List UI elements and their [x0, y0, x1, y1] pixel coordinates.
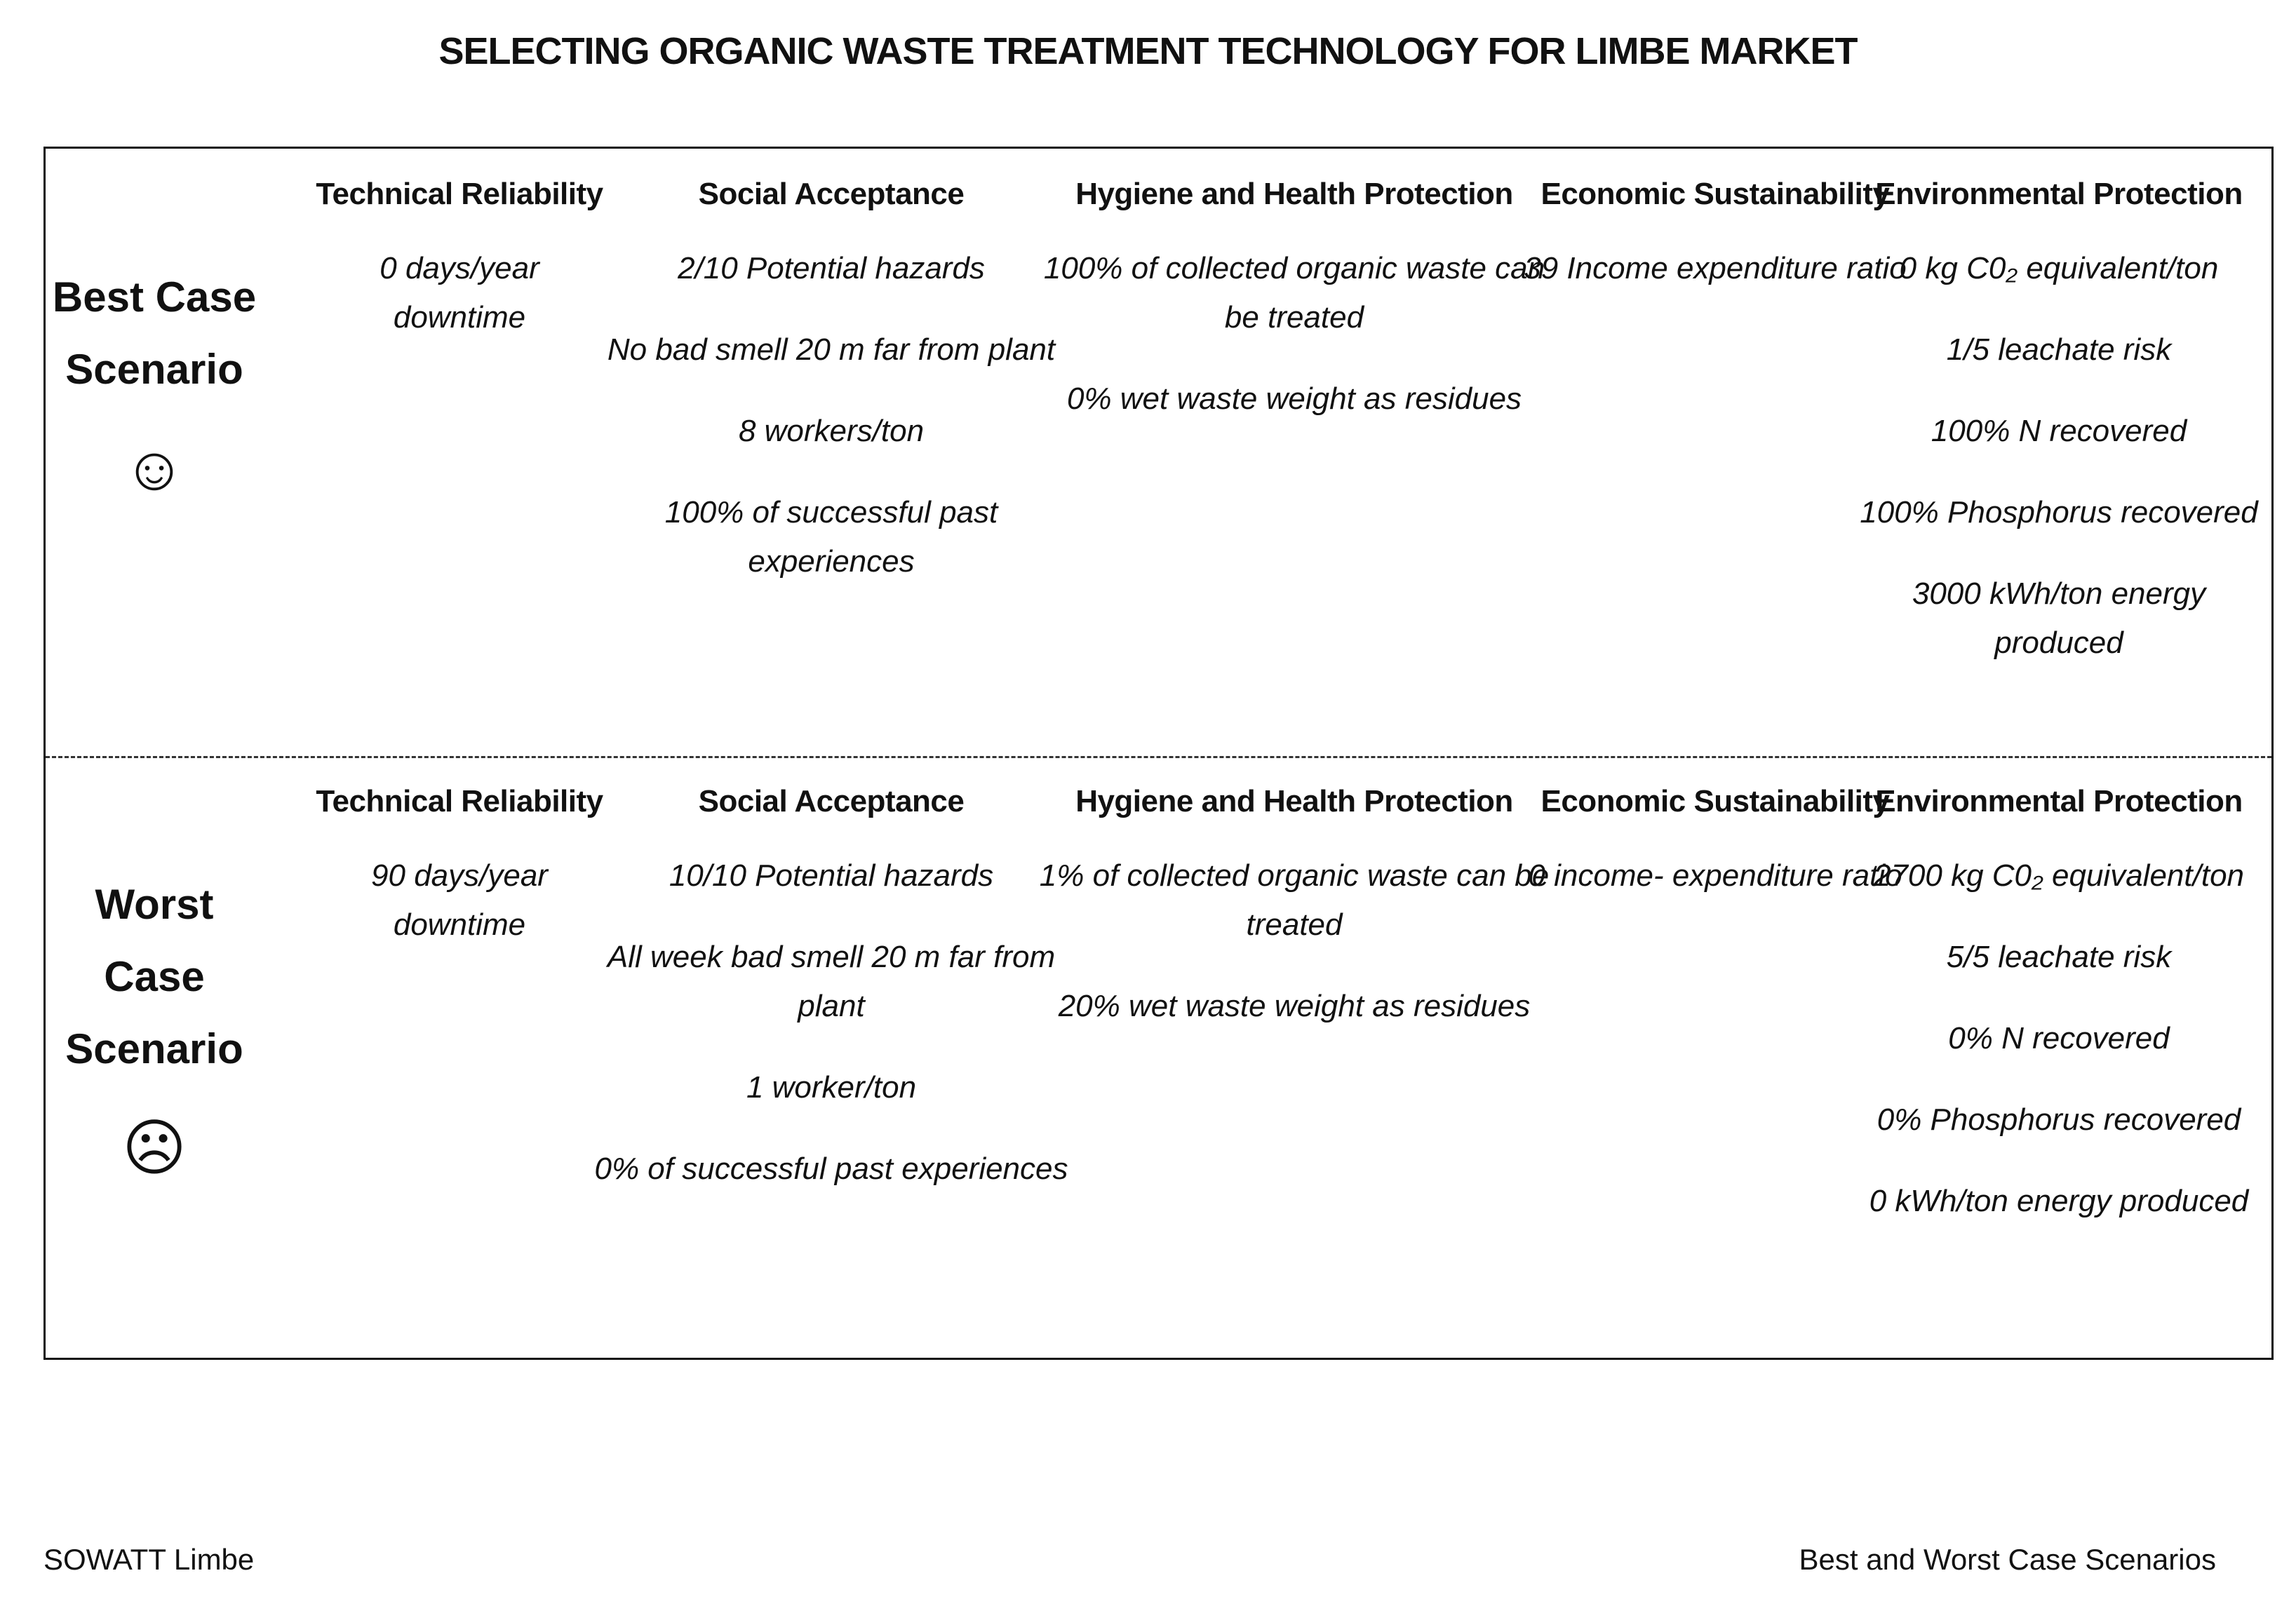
criterion-value: 0% of successful past experiences [594, 1152, 1068, 1186]
column-header: Hygiene and Health Protection [1075, 177, 1513, 211]
criterion-value: 5/5 leachate risk [1946, 940, 2172, 974]
criterion-value: 0 kg C0₂ equivalent/ton [1899, 251, 2219, 285]
column-header: Economic Sustainability [1540, 177, 1890, 211]
best-case-row [46, 149, 2271, 756]
criterion-value: 100% N recovered [1931, 414, 2187, 448]
criterion-value: 10/10 Potential hazards [669, 858, 994, 893]
column-header: Technical Reliability [316, 784, 603, 818]
worst-case-label-cell [46, 756, 263, 1363]
criterion-value: 100% of collected organic waste can be treated [1043, 251, 1545, 335]
criterion-value: 2/10 Potential hazards [678, 251, 985, 285]
column-header: Social Acceptance [698, 784, 965, 818]
column-header: Technical Reliability [316, 177, 603, 211]
column-header: Environmental Protection [1875, 784, 2243, 818]
smiley-face-icon: ☺ [123, 433, 186, 503]
criterion-value: No bad smell 20 m far from plant [607, 332, 1056, 367]
criterion-value: 0% N recovered [1948, 1021, 2170, 1055]
criterion-value: 1/5 leachate risk [1946, 332, 2172, 367]
column-technical-reliability [312, 777, 607, 982]
criterion-value: 0 kWh/ton energy produced [1869, 1184, 2249, 1218]
frowning-face-icon: ☹ [122, 1113, 187, 1182]
footer-right: Best and Worst Case Scenarios [1799, 1543, 2216, 1576]
best-case-label-cell [46, 149, 263, 756]
column-header: Environmental Protection [1875, 177, 2243, 211]
column-hygiene-health [1028, 777, 1561, 1063]
column-environmental-protection [1848, 777, 2269, 1258]
criterion-value: 3000 kWh/ton energy produced [1912, 576, 2206, 660]
scenario-label: Best Case Scenario [52, 274, 257, 393]
criterion-value: 8 workers/ton [738, 414, 925, 448]
criterion-value: 100% of successful past experiences [664, 495, 998, 579]
column-technical-reliability [312, 170, 607, 375]
criterion-value: 0 days/year downtime [380, 251, 539, 335]
criterion-value: 1 worker/ton [746, 1070, 917, 1105]
criterion-value: 90 days/year downtime [371, 858, 548, 942]
column-header: Economic Sustainability [1540, 784, 1890, 818]
column-hygiene-health [1028, 170, 1561, 456]
column-environmental-protection [1848, 170, 2269, 700]
footer-left: SOWATT Limbe [43, 1543, 255, 1576]
column-social-acceptance [586, 777, 1077, 1226]
scenario-table [43, 147, 2274, 1360]
criterion-value: 0 income- expenditure ratio [1528, 858, 1902, 893]
criterion-value: 1% of collected organic waste can be treated [1039, 858, 1550, 942]
page-title: SELECTING ORGANIC WASTE TREATMENT TECHNOLOGY FOR LIMBE MARKET [438, 30, 1858, 72]
criterion-value: 0% Phosphorus recovered [1877, 1102, 2241, 1137]
criterion-value: 100% Phosphorus recovered [1860, 495, 2258, 529]
criterion-value: All week bad smell 20 m far from plant [607, 940, 1056, 1023]
criterion-value: 39 Income expenditure ratio [1524, 251, 1907, 285]
column-header: Social Acceptance [698, 177, 965, 211]
column-header: Hygiene and Health Protection [1075, 784, 1513, 818]
criterion-value: 2700 kg C0₂ equivalent/ton [1873, 858, 2245, 893]
criterion-value: 0% wet waste weight as residues [1066, 382, 1522, 416]
column-social-acceptance [586, 170, 1077, 619]
criterion-value: 20% wet waste weight as residues [1058, 989, 1531, 1023]
scenario-label: Worst Case Scenario [65, 881, 243, 1072]
worst-case-row [46, 756, 2271, 1363]
